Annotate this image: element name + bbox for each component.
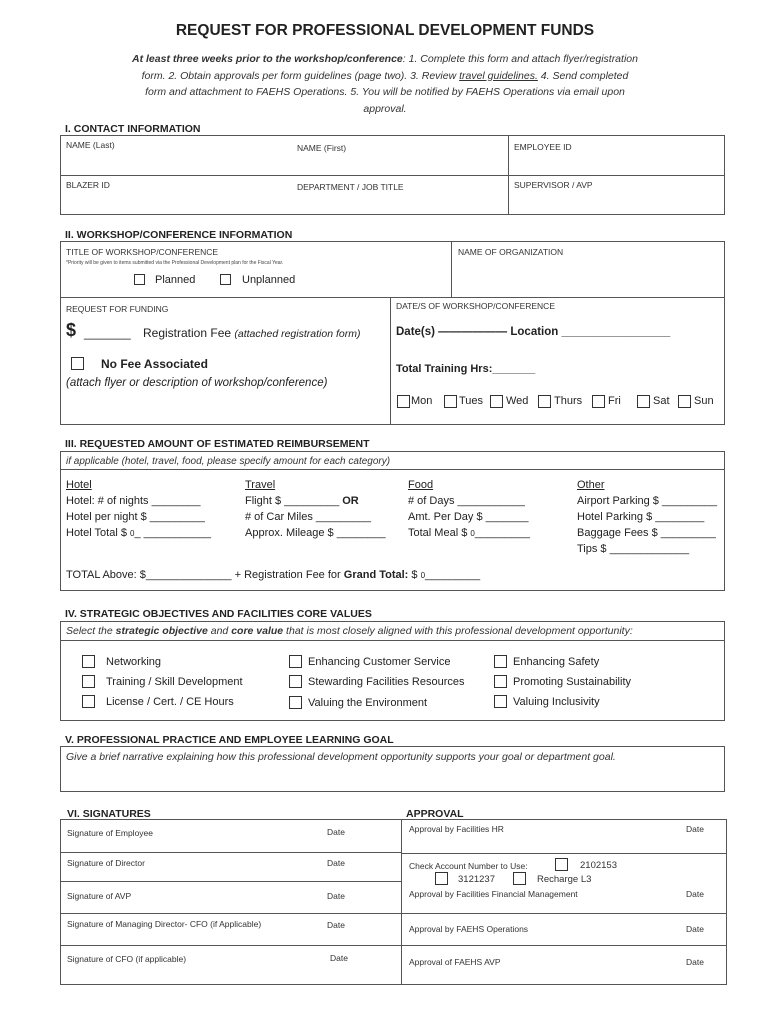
total-above-blank: ______________ — [145, 569, 232, 581]
organization-label[interactable]: NAME OF ORGANIZATION — [458, 247, 564, 257]
intro-line3: form and attachment to FAEHS Operations. 5. You will be notified by FAEHS Operations via email upon — [145, 86, 625, 98]
intro-line4: approval. — [363, 102, 407, 115]
flight-label: Flight $ _________ — [245, 495, 343, 507]
approval-hr[interactable]: Approval by Facilities HR — [409, 824, 504, 834]
account-3121237-label: 3121237 — [458, 874, 495, 885]
priority-note: *Priority will be given to items submitted via the Professional Development plan for the Fiscal Year. — [66, 260, 284, 266]
dates-location-line[interactable]: Date(s) —————— Location _________________ — [396, 326, 671, 338]
planned-label: Planned — [155, 274, 196, 286]
day-mon-checkbox[interactable] — [397, 395, 410, 408]
sig-director-date[interactable]: Date — [327, 858, 345, 868]
flight-cost[interactable] — [245, 493, 386, 509]
account-recharge-label: Recharge L3 — [537, 874, 592, 885]
approval-hr-date[interactable]: Date — [686, 824, 704, 834]
no-fee-label: No Fee Associated — [101, 357, 208, 371]
approval-operations-date[interactable]: Date — [686, 924, 704, 934]
hotel-total[interactable] — [66, 525, 211, 542]
mileage-cost[interactable]: Approx. Mileage $ ________ — [245, 527, 386, 539]
hotel-title: Hotel — [66, 479, 92, 491]
food-days[interactable]: # of Days ___________ — [408, 495, 525, 507]
day-tues-label: Tues — [459, 395, 484, 407]
reg-fee-note: (attached registration form) — [234, 328, 361, 340]
intro-deadline: At least three weeks prior to the workshop/conference — [132, 53, 403, 65]
objectives-heading: IV. STRATEGIC OBJECTIVES AND FACILITIES CORE VALUES — [65, 608, 372, 620]
approval-financial[interactable]: Approval by Facilities Financial Management — [409, 889, 578, 899]
sig-avp[interactable]: Signature of AVP — [67, 891, 132, 901]
account-2102153-checkbox[interactable] — [555, 858, 568, 871]
reimbursement-note: if applicable (hotel, travel, food, please specify amount for each category) — [66, 456, 391, 467]
page-title: REQUEST FOR PROFESSIONAL DEVELOPMENT FUNDS — [175, 22, 595, 39]
name-last-label[interactable]: NAME (Last) — [66, 140, 115, 150]
sig-director[interactable]: Signature of Director — [67, 858, 145, 868]
goal-instructions: Give a brief narrative explaining how this professional development opportunity supports your goal or department goal. — [66, 751, 616, 763]
plus-reg-label: + Registration Fee for — [231, 569, 344, 581]
workshop-heading: II. WORKSHOP/CONFERENCE INFORMATION — [65, 229, 293, 241]
inclusivity-label: Valuing Inclusivity — [513, 696, 600, 708]
dates-label: DATE/S OF WORKSHOP/CONFERENCE — [396, 301, 555, 311]
goal-heading: V. PROFESSIONAL PRACTICE AND EMPLOYEE LEARNING GOAL — [65, 734, 394, 746]
objectives-instructions — [66, 625, 633, 637]
blazer-id-label[interactable]: BLAZER ID — [66, 180, 110, 190]
sig-employee[interactable]: Signature of Employee — [67, 828, 153, 838]
approval-financial-date[interactable]: Date — [686, 889, 704, 899]
environment-label: Valuing the Environment — [308, 697, 428, 709]
registration-fee-label — [143, 326, 360, 340]
meal-total-label: Total Meal $ — [408, 527, 471, 539]
reimbursement-heading: III. REQUESTED AMOUNT OF ESTIMATED REIMBURSEMENT — [65, 438, 370, 450]
grand-total-line[interactable] — [66, 569, 480, 581]
unplanned-label: Unplanned — [242, 274, 296, 286]
planned-checkbox[interactable] — [134, 274, 145, 285]
travel-guidelines-link[interactable]: travel guidelines. — [459, 69, 538, 82]
sustainability-checkbox[interactable] — [494, 675, 507, 688]
tips[interactable]: Tips $ _____________ — [577, 543, 690, 555]
other-column — [577, 477, 717, 557]
day-tues-checkbox[interactable] — [444, 395, 457, 408]
license-label: License / Cert. / CE Hours — [106, 696, 234, 708]
day-thurs-label: Thurs — [554, 395, 583, 407]
day-fri-checkbox[interactable] — [592, 395, 605, 408]
training-checkbox[interactable] — [82, 675, 95, 688]
stewarding-checkbox[interactable] — [289, 675, 302, 688]
unplanned-checkbox[interactable] — [220, 274, 231, 285]
approval-avp-date[interactable]: Date — [686, 957, 704, 967]
sig-cfo[interactable]: Signature of CFO (if applicable) — [67, 954, 187, 964]
hotel-nights[interactable]: Hotel: # of nights ________ — [66, 495, 201, 507]
networking-label: Networking — [106, 656, 162, 668]
training-hours[interactable]: Total Training Hrs:_______ — [396, 363, 536, 375]
no-fee-checkbox[interactable] — [71, 357, 84, 370]
hotel-parking[interactable]: Hotel Parking $ ________ — [577, 511, 705, 523]
meal-total-blank: _________ — [474, 527, 530, 539]
name-first-label[interactable]: NAME (First) — [297, 143, 347, 153]
intro-line1: : 1. Complete this form and attach flyer/registration — [402, 53, 638, 65]
hotel-column — [66, 477, 211, 542]
day-thurs-checkbox[interactable] — [538, 395, 551, 408]
grand-dollar: $ — [408, 569, 421, 581]
day-wed-checkbox[interactable] — [490, 395, 503, 408]
meal-total-value: 0 — [470, 529, 475, 538]
food-per-day[interactable]: Amt. Per Day $ _______ — [408, 511, 529, 523]
food-column — [408, 477, 530, 542]
networking-checkbox[interactable] — [82, 655, 95, 668]
account-recharge-checkbox[interactable] — [513, 872, 526, 885]
hotel-total-label: Hotel Total $ — [66, 527, 131, 539]
intro-line2a: form. 2. Obtain approvals per form guidelines (page two). 3. Review — [141, 69, 460, 82]
safety-checkbox[interactable] — [494, 655, 507, 668]
airport-parking[interactable]: Airport Parking $ _________ — [577, 495, 718, 507]
department-label[interactable]: DEPARTMENT / JOB TITLE — [297, 182, 404, 192]
obj-instr-a: Select the — [66, 625, 116, 637]
safety-label: Enhancing Safety — [513, 656, 600, 668]
car-miles[interactable]: # of Car Miles _________ — [245, 511, 371, 523]
travel-column — [245, 477, 386, 541]
sig-cfo-date[interactable]: Date — [330, 953, 348, 963]
approval-operations[interactable]: Approval by FAEHS Operations — [409, 924, 529, 934]
day-fri-label: Fri — [608, 395, 621, 407]
grand-total-blank: _________ — [425, 569, 481, 581]
sig-managing-director-date[interactable]: Date — [327, 920, 345, 930]
hotel-total-blank: _ ___________ — [134, 527, 211, 539]
environment-checkbox[interactable] — [289, 696, 302, 709]
customer-service-label: Enhancing Customer Service — [308, 656, 451, 668]
day-sun-checkbox[interactable] — [678, 395, 691, 408]
food-title: Food — [408, 479, 434, 491]
meal-total[interactable] — [408, 525, 530, 542]
customer-service-checkbox[interactable] — [289, 655, 302, 668]
obj-instr-b: strategic objective — [115, 625, 208, 637]
hotel-per-night[interactable]: Hotel per night $ _________ — [66, 511, 205, 523]
account-3121237-checkbox[interactable] — [435, 872, 448, 885]
employee-id-label[interactable]: EMPLOYEE ID — [514, 142, 572, 152]
obj-instr-c: and — [207, 625, 232, 637]
approval-heading: APPROVAL — [406, 808, 464, 820]
obj-instr-d: core value — [231, 625, 284, 637]
sig-managing-director[interactable]: Signature of Managing Director- CFO (if Applicable) — [67, 919, 262, 929]
flight-or: OR — [342, 495, 359, 507]
account-2102153-label: 2102153 — [580, 860, 617, 871]
total-above-label: TOTAL Above: $ — [66, 569, 146, 581]
reg-fee-text: Registration Fee — [143, 326, 232, 340]
day-sun-label: Sun — [694, 395, 714, 407]
supervisor-label[interactable]: SUPERVISOR / AVP — [514, 180, 593, 190]
intro-line2b: 4. Send completed — [537, 69, 629, 82]
attach-note: (attach flyer or description of workshop/conference) — [66, 377, 328, 389]
inclusivity-checkbox[interactable] — [494, 695, 507, 708]
dollar-sign: $ — [66, 320, 77, 340]
baggage-fees[interactable]: Baggage Fees $ _________ — [577, 527, 716, 539]
travel-title: Travel — [245, 479, 276, 491]
obj-instr-e: that is most closely aligned with this professional development opportunity: — [283, 625, 633, 637]
approval-avp[interactable]: Approval of FAEHS AVP — [409, 957, 501, 967]
training-label: Training / Skill Development — [106, 676, 243, 688]
grand-total-value: 0 — [420, 571, 426, 580]
day-mon-label: Mon — [411, 395, 433, 407]
contact-heading: I. CONTACT INFORMATION — [65, 123, 201, 135]
intro-instructions — [60, 51, 710, 117]
check-account-label: Check Account Number to Use: — [409, 861, 528, 871]
sig-avp-date[interactable]: Date — [327, 891, 345, 901]
stewarding-label: Stewarding Facilities Resources — [308, 676, 465, 688]
other-title: Other — [577, 479, 605, 491]
workshop-title-label[interactable]: TITLE OF WORKSHOP/CONFERENCE — [66, 247, 219, 257]
day-sat-label: Sat — [653, 395, 670, 407]
hotel-total-value: 0 — [130, 529, 135, 538]
day-wed-label: Wed — [506, 395, 529, 407]
sustainability-label: Promoting Sustainability — [513, 676, 632, 688]
day-sat-checkbox[interactable] — [637, 395, 650, 408]
funding-amount-blank[interactable]: _______ — [84, 326, 131, 340]
grand-total-label: Grand Total: — [343, 569, 409, 581]
sig-employee-date[interactable]: Date — [327, 827, 345, 837]
request-funding-label: REQUEST FOR FUNDING — [66, 304, 169, 314]
license-checkbox[interactable] — [82, 695, 95, 708]
signatures-heading: VI. SIGNATURES — [67, 808, 151, 820]
